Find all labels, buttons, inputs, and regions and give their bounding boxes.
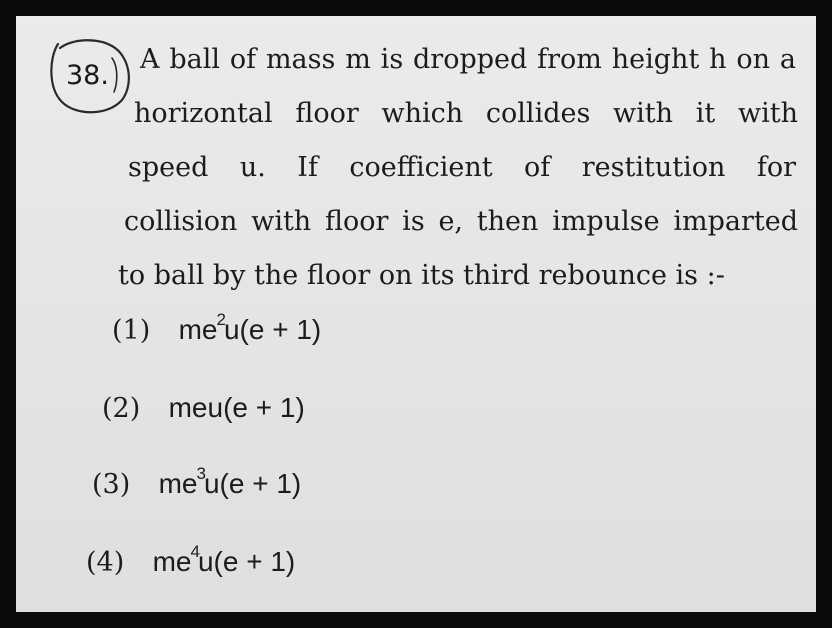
option-4-label: (4) <box>86 547 125 579</box>
option-2-formula: meu(e + 1) <box>168 392 305 423</box>
option-4-formula: $me^4u(e + 1)$ <box>152 542 296 578</box>
option-2[interactable] <box>102 392 305 424</box>
question-number: 38. <box>66 60 109 91</box>
question-number-badge <box>46 36 132 118</box>
option-1[interactable] <box>112 310 322 347</box>
question-line-2: horizontal floor which collides with it with <box>134 98 798 129</box>
question-card <box>16 16 816 612</box>
option-3-label: (3) <box>92 469 131 501</box>
option-3[interactable] <box>92 464 302 501</box>
option-1-formula: $me^2u(e + 1)$ <box>178 310 322 346</box>
question-line-1: A ball of mass m is dropped from height h on a <box>140 44 796 75</box>
question-line-5: to ball by the floor on its third rebounce is :- <box>118 260 725 291</box>
option-1-label: (1) <box>112 315 151 347</box>
option-2-label: (2) <box>102 393 141 424</box>
question-line-4: collision with floor is e, then impulse imparted <box>124 206 798 237</box>
question-line-3: speed u. If coefficient of restitution for <box>128 152 796 183</box>
option-3-formula: $me^3u(e + 1)$ <box>158 464 302 500</box>
option-4[interactable] <box>86 542 296 579</box>
